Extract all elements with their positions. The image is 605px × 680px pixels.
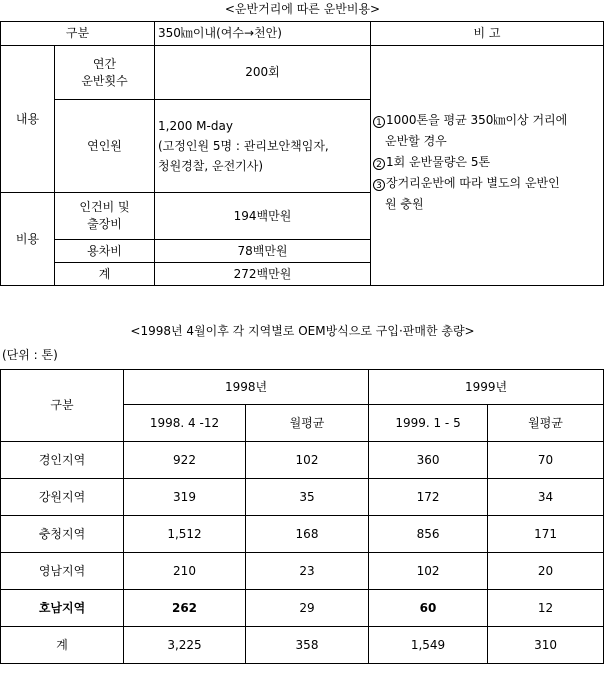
unit-label: (단위 : 톤): [2, 348, 58, 362]
value-1998-cell: 262: [124, 590, 246, 627]
route-header: 350㎞이내(여수→천안): [155, 22, 371, 46]
avg-1998-cell: 358: [246, 627, 369, 664]
category-header: 구분: [1, 22, 155, 46]
avg-1999-cell: 70: [488, 442, 604, 479]
table-row: [1, 627, 604, 664]
annual-trips-value: 200회: [155, 46, 371, 100]
annual-trips-label: 연간 운반횟수: [55, 46, 155, 100]
labor-cost-label: 인건비 및 출장비: [55, 193, 155, 240]
avg-1999-cell: 34: [488, 479, 604, 516]
avg-1998-cell: 102: [246, 442, 369, 479]
value-1998-cell: 319: [124, 479, 246, 516]
value-1998-cell: 1,512: [124, 516, 246, 553]
table-row: [1, 553, 604, 590]
table-row: [1, 516, 604, 553]
circled-number-1: 1: [373, 116, 385, 128]
oem-sales-table: [0, 369, 604, 664]
circled-number-3: 3: [373, 179, 385, 191]
value-1998-cell: 922: [124, 442, 246, 479]
table-row: [1, 442, 604, 479]
oem-category-header: 구분: [1, 370, 124, 442]
monthly-avg-1999-header: 월평균: [488, 405, 604, 442]
annual-staff-label: 연인원: [55, 100, 155, 193]
region-cell: 영남지역: [1, 553, 124, 590]
transport-cost-table: [0, 21, 604, 286]
region-cell: 계: [1, 627, 124, 664]
circled-number-2: 2: [373, 158, 385, 170]
vehicle-cost-label: 용차비: [55, 240, 155, 263]
value-1999-cell: 1,549: [369, 627, 488, 664]
remarks-header: 비 고: [371, 22, 604, 46]
table-row: [1, 590, 604, 627]
avg-1999-cell: 171: [488, 516, 604, 553]
region-cell: 충청지역: [1, 516, 124, 553]
period-1998-header: 1998. 4 -12: [124, 405, 246, 442]
avg-1998-cell: 168: [246, 516, 369, 553]
monthly-avg-1998-header: 월평균: [246, 405, 369, 442]
oem-sales-title: <1998년 4월이후 각 지역별로 OEM방식으로 구입·판매한 총량>: [130, 324, 475, 338]
avg-1998-cell: 35: [246, 479, 369, 516]
total-cost-label: 계: [55, 263, 155, 286]
value-1999-cell: 102: [369, 553, 488, 590]
avg-1999-cell: 12: [488, 590, 604, 627]
value-1999-cell: 60: [369, 590, 488, 627]
remarks-notes: 1 1000톤을 평균 350㎞이상 거리에 운반할 경우 2 1회 운반물량은 5톤 3 장거리운반에 따라 별도의 운반인 원 충원: [371, 46, 604, 286]
value-1999-cell: 172: [369, 479, 488, 516]
value-1999-cell: 360: [369, 442, 488, 479]
region-cell: 경인지역: [1, 442, 124, 479]
vehicle-cost-value: 78백만원: [155, 240, 371, 263]
region-cell: 강원지역: [1, 479, 124, 516]
avg-1999-cell: 310: [488, 627, 604, 664]
value-1999-cell: 856: [369, 516, 488, 553]
period-1999-header: 1999. 1 - 5: [369, 405, 488, 442]
total-cost-value: 272백만원: [155, 263, 371, 286]
transport-cost-title: <운반거리에 따른 운반비용>: [224, 2, 381, 16]
year-1998-header: 1998년: [124, 370, 369, 405]
year-1999-header: 1999년: [369, 370, 604, 405]
value-1998-cell: 210: [124, 553, 246, 590]
avg-1999-cell: 20: [488, 553, 604, 590]
labor-cost-value: 194백만원: [155, 193, 371, 240]
cost-label: 비용: [1, 193, 55, 286]
avg-1998-cell: 23: [246, 553, 369, 590]
table-row: [1, 479, 604, 516]
content-label: 내용: [1, 46, 55, 193]
note-2: 2 1회 운반물량은 5톤: [373, 152, 603, 173]
region-cell: 호남지역: [1, 590, 124, 627]
annual-staff-value: 1,200 M-day (고정인원 5명 : 관리보안책임자, 청원경찰, 운전기사): [155, 100, 371, 193]
value-1998-cell: 3,225: [124, 627, 246, 664]
avg-1998-cell: 29: [246, 590, 369, 627]
note-1: 1 1000톤을 평균 350㎞이상 거리에: [373, 110, 603, 131]
note-3: 3 장거리운반에 따라 별도의 운반인: [373, 173, 603, 194]
